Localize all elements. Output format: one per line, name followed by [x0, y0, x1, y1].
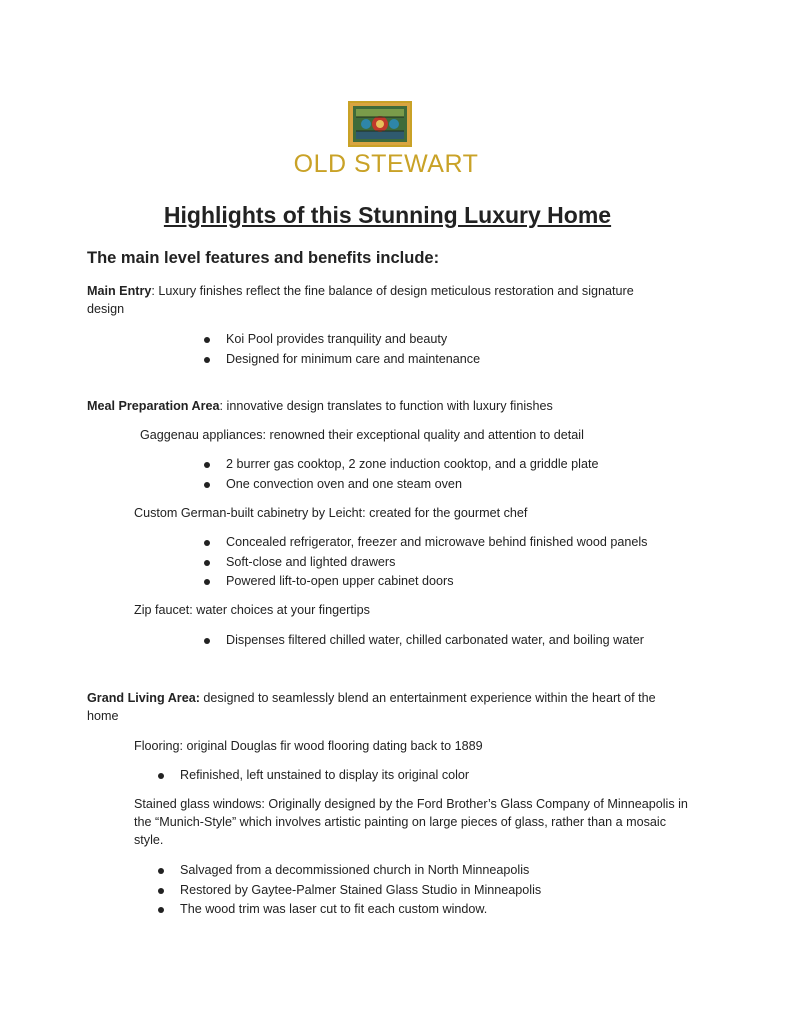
main-entry-paragraph	[87, 282, 667, 318]
main-entry-label: Main Entry	[87, 284, 152, 298]
list-item: Concealed refrigerator, freezer and microwave behind finished wood panels	[202, 533, 647, 553]
zip-faucet-list	[202, 631, 644, 651]
list-item: 2 burrer gas cooktop, 2 zone induction cooktop, and a griddle plate	[202, 455, 598, 475]
list-item: One convection oven and one steam oven	[202, 475, 598, 495]
meal-prep-text: : innovative design translates to function with luxury finishes	[219, 399, 553, 413]
logo-text: OLD STEWART	[293, 150, 479, 178]
list-item: Refinished, left unstained to display its original color	[156, 766, 469, 786]
flooring-list	[156, 766, 469, 786]
list-item: Salvaged from a decommissioned church in North Minneapolis	[156, 861, 541, 881]
page-title: Highlights of this Stunning Luxury Home	[163, 202, 612, 228]
grand-living-text: designed to seamlessly blend an entertainment experience within the heart of the home	[87, 691, 656, 723]
list-item: The wood trim was laser cut to fit each custom window.	[156, 900, 541, 920]
cabinetry-text: Custom German-built cabinetry by Leicht: created for the gourmet chef	[134, 506, 528, 520]
list-item: Koi Pool provides tranquility and beauty	[202, 330, 480, 350]
section-subtitle: The main level features and benefits include:	[87, 249, 440, 267]
list-item: Designed for minimum care and maintenance	[202, 350, 480, 370]
main-entry-text: : Luxury finishes reflect the fine balance of design meticulous restoration and signature design	[87, 284, 634, 316]
gaggenau-list	[202, 455, 598, 494]
grand-living-label: Grand Living Area:	[87, 691, 200, 705]
list-item: Soft-close and lighted drawers	[202, 553, 647, 573]
zip-faucet-text: Zip faucet: water choices at your fingertips	[134, 603, 370, 617]
main-entry-list	[202, 330, 480, 369]
list-item: Powered lift-to-open upper cabinet doors	[202, 572, 647, 592]
grand-living-paragraph	[87, 689, 687, 725]
meal-prep-paragraph	[87, 397, 553, 415]
flooring-text: Flooring: original Douglas fir wood flooring dating back to 1889	[134, 739, 483, 753]
list-item: Dispenses filtered chilled water, chilled carbonated water, and boiling water	[202, 631, 644, 651]
list-item: Restored by Gaytee-Palmer Stained Glass Studio in Minneapolis	[156, 881, 541, 901]
stained-glass-list	[156, 861, 541, 920]
cabinetry-list	[202, 533, 647, 592]
gaggenau-text: Gaggenau appliances: renowned their exceptional quality and attention to detail	[140, 428, 584, 442]
stained-glass-text: Stained glass windows: Originally designed by the Ford Brother’s Glass Company of Minneapolis in the “Munich-Style” which involves artistic painting on large pieces of glass, rather than a mosaic style.	[134, 797, 688, 847]
meal-prep-label: Meal Preparation Area	[87, 399, 220, 413]
stained-glass-logo-icon	[348, 101, 412, 147]
